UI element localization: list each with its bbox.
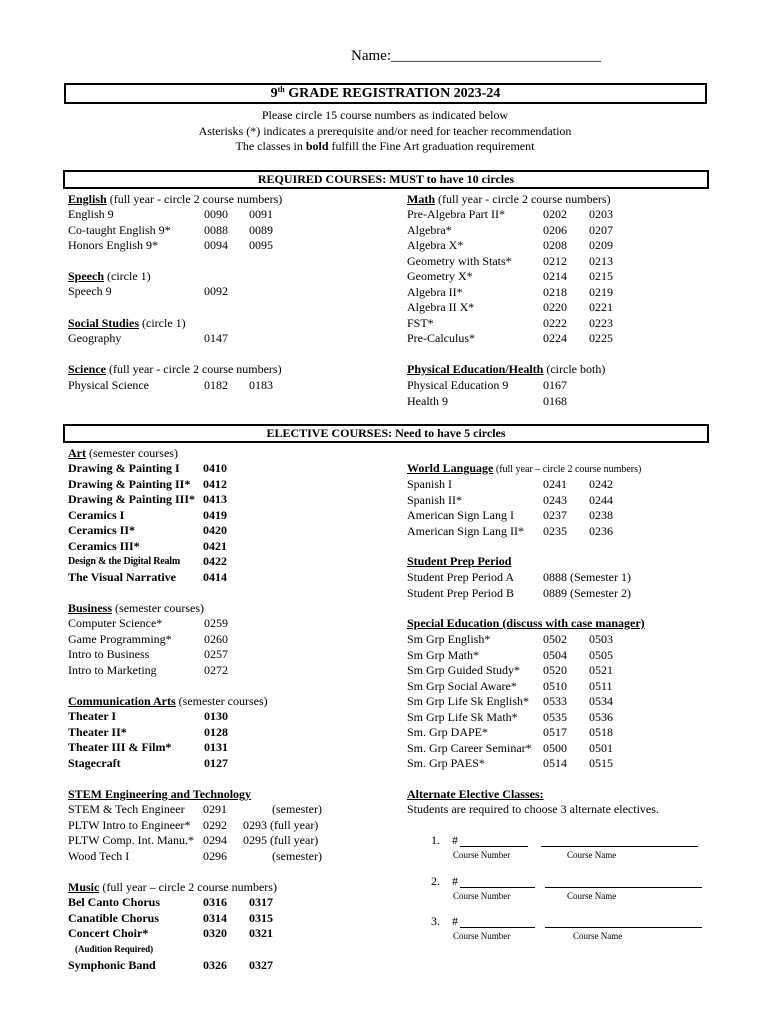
music-course-name: Symphonic Band (68, 958, 156, 972)
world-language-course-number-2[interactable]: 0238 (589, 508, 613, 522)
instruction-line-1: Please circle 15 course numbers as indicated below (261, 108, 509, 122)
art-course-name: The Visual Narrative (68, 569, 176, 584)
math-heading-title: Math (407, 192, 435, 206)
world-language-course-number[interactable]: 0241 (543, 477, 567, 491)
business-course-number[interactable]: 0257 (204, 647, 228, 661)
stem-course-term[interactable]: 0293 (full year) (243, 817, 319, 832)
social-studies-course-number[interactable]: 0147 (204, 331, 228, 345)
special-education-course-number[interactable]: 0504 (543, 647, 567, 662)
business-heading (68, 601, 204, 616)
math-course-number-2[interactable]: 0213 (589, 253, 613, 268)
world-language-course-number[interactable]: 0237 (543, 508, 567, 522)
music-course-number-2[interactable]: 0321 (249, 926, 273, 940)
math-course-number[interactable]: 0224 (543, 331, 567, 345)
world-language-course-name: American Sign Lang II* (407, 523, 524, 538)
alternate-item-number: 1. (431, 833, 440, 847)
alternate-item-number: 2. (431, 874, 440, 888)
stem-course-name: PLTW Intro to Engineer* (68, 817, 191, 832)
speech-course-number[interactable]: 0092 (204, 284, 228, 298)
alternates-heading-title: Alternate Elective Classes: (407, 787, 544, 801)
special-education-course-name: Sm Grp Math* (407, 647, 479, 662)
art-heading-note: (semester courses) (86, 446, 178, 460)
special-education-course-name: Sm Grp English* (407, 632, 491, 646)
business-heading-note: (semester courses) (112, 601, 204, 615)
math-course-number-2[interactable]: 0207 (589, 222, 613, 237)
alternates-heading (407, 787, 544, 802)
english-heading (68, 192, 282, 207)
music-course-number[interactable]: 0314 (203, 910, 227, 925)
science-course-name: Physical Science (68, 378, 149, 392)
student-prep-course-name: Student Prep Period A (407, 570, 514, 584)
english-course-number[interactable]: 0088 (204, 222, 228, 237)
course-number-label: Course Number (453, 931, 511, 941)
english-course-name: Honors English 9* (68, 238, 158, 252)
special-education-course-number[interactable]: 0517 (543, 725, 567, 739)
student-prep-course-name: Student Prep Period B (407, 585, 514, 600)
stem-course-number[interactable]: 0291 (203, 802, 227, 816)
alternate-course-number-blank[interactable] (460, 927, 535, 928)
science-heading-note: (full year - circle 2 course numbers) (106, 362, 282, 376)
special-education-course-number-2[interactable]: 0521 (589, 663, 613, 677)
english-heading-note: (full year - circle 2 course numbers) (106, 192, 283, 206)
math-course-name: Algebra* (407, 222, 452, 237)
business-heading-title: Business (68, 601, 113, 615)
art-course-name: Drawing & Painting I (68, 461, 180, 475)
art-course-name: Design & the Digital Realm (68, 556, 181, 567)
communication-arts-course-name: Theater II* (68, 724, 127, 739)
communication-arts-heading-title: Communication Arts (68, 694, 176, 708)
business-course-name: Game Programming* (68, 631, 172, 646)
music-heading-note: (full year – circle 2 course numbers) (99, 880, 277, 894)
course-name-label: Course Name (567, 891, 617, 901)
special-education-course-number-2[interactable]: 0536 (589, 709, 613, 724)
math-course-number-2[interactable]: 0215 (589, 269, 613, 283)
english-course-number-2[interactable]: 0089 (249, 222, 273, 237)
music-course-name: Concert Choir* (68, 926, 149, 940)
communication-arts-course-name: Theater I (68, 709, 117, 723)
world-language-course-number-2[interactable]: 0236 (589, 523, 613, 538)
science-course-number-2[interactable]: 0183 (249, 378, 273, 392)
math-course-number-2[interactable]: 0209 (589, 238, 613, 252)
stem-course-term[interactable]: 0295 (full year) (243, 833, 319, 847)
math-course-number-2[interactable]: 0225 (589, 331, 613, 345)
special-education-course-number-2[interactable]: 0511 (589, 678, 613, 693)
alternate-course-name-blank[interactable] (545, 927, 702, 928)
art-course-number[interactable]: 0410 (203, 461, 227, 475)
art-course-name: Ceramics II* (68, 523, 135, 537)
english-course-number-2[interactable]: 0091 (249, 207, 273, 221)
special-education-course-number[interactable]: 0533 (543, 694, 567, 708)
alternate-course-name-blank[interactable] (541, 846, 698, 847)
communication-arts-course-number[interactable]: 0127 (204, 755, 228, 770)
speech-heading (68, 269, 151, 284)
alternate-course-name-blank[interactable] (545, 887, 702, 888)
course-name-label: Course Name (567, 850, 617, 860)
art-course-name: Ceramics III* (68, 538, 140, 553)
art-course-number[interactable]: 0413 (203, 492, 227, 506)
special-education-course-number[interactable]: 0510 (543, 678, 567, 693)
music-course-number-2[interactable]: 0327 (249, 958, 273, 972)
math-course-number[interactable]: 0214 (543, 269, 567, 283)
instruction-line-2: Asterisks (*) indicates a prerequisite and/or need for teacher recommendation (198, 124, 572, 138)
math-course-number[interactable]: 0218 (543, 284, 567, 299)
art-heading-title: Art (68, 446, 86, 460)
business-course-name: Intro to Business (68, 647, 150, 661)
math-course-name: Geometry with Stats* (407, 253, 512, 268)
special-education-course-number[interactable]: 0500 (543, 740, 567, 755)
art-course-number[interactable]: 0412 (203, 476, 227, 491)
english-course-number[interactable]: 0094 (204, 238, 228, 252)
special-education-course-number-2[interactable]: 0505 (589, 647, 613, 662)
english-course-name: English 9 (68, 207, 114, 221)
elective-courses-bar: ELECTIVE COURSES: Need to have 5 circles (63, 424, 709, 443)
communication-arts-course-number[interactable]: 0130 (204, 709, 228, 723)
alternates-note: Students are required to choose 3 alternate electives. (407, 802, 659, 816)
english-course-number-2[interactable]: 0095 (249, 238, 273, 252)
music-course-number[interactable]: 0316 (203, 895, 227, 909)
communication-arts-course-name: Theater III & Film* (68, 740, 172, 754)
special-education-course-name: Sm Grp Life Sk English* (407, 694, 529, 708)
music-heading (68, 880, 277, 895)
art-course-name: Drawing & Painting II* (68, 476, 191, 491)
communication-arts-heading (68, 694, 268, 709)
special-education-heading (407, 616, 645, 631)
music-heading-title: Music (68, 880, 100, 894)
music-course-name: Canatible Chorus (68, 910, 160, 925)
art-course-number[interactable]: 0421 (203, 538, 227, 553)
special-education-course-name: Sm Grp Guided Study* (407, 663, 521, 677)
course-name-label: Course Name (573, 931, 623, 941)
special-education-course-name: Sm. Grp Career Seminar* (407, 740, 532, 755)
speech-heading-title: Speech (68, 269, 104, 283)
math-course-name: Algebra II* (407, 284, 463, 299)
math-course-number[interactable]: 0206 (543, 222, 567, 237)
special-education-course-number[interactable]: 0514 (543, 756, 567, 770)
english-course-number[interactable]: 0090 (204, 207, 228, 221)
name-field-label[interactable]: Name:____________________________ (351, 48, 601, 64)
social-studies-heading (68, 316, 186, 331)
math-course-name: Pre-Algebra Part II* (407, 207, 505, 221)
stem-course-number[interactable]: 0292 (203, 817, 227, 832)
music-course-number[interactable]: 0326 (203, 958, 227, 972)
english-course-name: Co-taught English 9* (68, 222, 171, 237)
physical-education-course-name: Physical Education 9 (407, 378, 509, 392)
math-course-number[interactable]: 0222 (543, 315, 567, 330)
course-number-label: Course Number (453, 850, 511, 860)
speech-heading-note: (circle 1) (104, 269, 151, 283)
communication-arts-course-number[interactable]: 0128 (204, 724, 228, 739)
stem-heading-title: STEM Engineering and Technology (68, 787, 252, 801)
student-prep-heading-title: Student Prep Period (407, 554, 512, 568)
social-studies-course-name: Geography (68, 331, 122, 345)
math-course-number[interactable]: 0212 (543, 253, 567, 268)
math-course-name: Algebra II X* (407, 300, 475, 314)
world-heading (407, 461, 641, 477)
course-number-label: Course Number (453, 891, 511, 901)
student-prep-heading (407, 554, 511, 569)
math-course-number-2[interactable]: 0219 (589, 284, 613, 299)
stem-course-name: PLTW Comp. Int. Manu.* (68, 833, 195, 847)
stem-course-term[interactable]: (semester) (272, 848, 322, 863)
music-course-number-2[interactable]: 0317 (249, 895, 273, 909)
math-course-name: Algebra X* (407, 238, 464, 252)
science-heading (68, 362, 282, 377)
business-course-number[interactable]: 0260 (204, 631, 228, 646)
stem-course-term[interactable]: (semester) (272, 802, 322, 816)
physical-education-heading (407, 362, 605, 377)
stem-course-number[interactable]: 0294 (203, 833, 227, 847)
art-course-number[interactable]: 0420 (203, 523, 227, 537)
special-education-course-number-2[interactable]: 0534 (589, 694, 613, 708)
math-course-name: Geometry X* (407, 269, 473, 283)
world-heading-title: World Language (407, 461, 494, 475)
art-course-number[interactable]: 0419 (203, 507, 227, 522)
alternate-item-number: 3. (431, 914, 440, 928)
alternate-hash: # (452, 874, 458, 888)
special-education-course-name: Sm Grp Social Aware* (407, 678, 517, 693)
english-heading-title: English (68, 192, 107, 206)
math-course-number[interactable]: 0208 (543, 238, 567, 252)
special-education-course-number-2[interactable]: 0518 (589, 725, 613, 739)
music-course-number[interactable]: 0320 (203, 926, 227, 940)
physical-education-heading-title: Physical Education/Health (407, 362, 544, 376)
stem-course-number[interactable]: 0296 (203, 848, 227, 863)
art-heading (68, 446, 178, 461)
world-language-course-number[interactable]: 0235 (543, 523, 567, 538)
communication-arts-heading-note: (semester courses) (175, 694, 268, 708)
music-course-number-2[interactable]: 0315 (249, 910, 273, 925)
communication-arts-course-name: Stagecraft (68, 755, 121, 770)
business-course-name: Computer Science* (68, 616, 163, 630)
special-education-course-name: Sm. Grp PAES* (407, 756, 485, 770)
world-language-course-name: Spanish II* (407, 492, 462, 507)
page-title: 9th GRADE REGISTRATION 2023-24 (64, 83, 707, 104)
business-course-number[interactable]: 0272 (204, 662, 228, 677)
art-course-number[interactable]: 0422 (203, 554, 227, 568)
special-education-course-number[interactable]: 0502 (543, 632, 567, 646)
math-heading (407, 192, 611, 207)
special-education-course-name: Sm Grp Life Sk Math* (407, 709, 518, 724)
student-prep-course-number[interactable]: 0888 (Semester 1) (543, 570, 631, 584)
stem-course-name: Wood Tech I (68, 848, 130, 863)
world-language-course-number-2[interactable]: 0244 (589, 492, 613, 507)
social-studies-heading-title: Social Studies (68, 316, 140, 330)
art-course-name: Drawing & Painting III* (68, 492, 196, 506)
world-language-course-number-2[interactable]: 0242 (589, 477, 613, 491)
world-heading-note: (full year – circle 2 course numbers) (493, 464, 642, 475)
required-courses-bar: REQUIRED COURSES: MUST to have 10 circles (63, 170, 709, 189)
physical-education-heading-note: (circle both) (543, 362, 606, 376)
social-studies-heading-note: (circle 1) (139, 316, 186, 330)
math-course-number-2[interactable]: 0223 (589, 315, 613, 330)
art-course-name: Ceramics I (68, 507, 125, 522)
math-course-number[interactable]: 0220 (543, 300, 567, 314)
music-course-name: Bel Canto Chorus (68, 895, 161, 909)
science-heading-title: Science (68, 362, 106, 376)
math-course-number-2[interactable]: 0221 (589, 300, 613, 314)
physical-education-course-number[interactable]: 0167 (543, 378, 567, 392)
art-course-number[interactable]: 0414 (203, 569, 227, 584)
math-course-number-2[interactable]: 0203 (589, 207, 613, 221)
physical-education-course-number[interactable]: 0168 (543, 393, 567, 408)
speech-course-name: Speech 9 (68, 284, 112, 298)
special-education-course-number-2[interactable]: 0515 (589, 756, 613, 770)
special-education-course-number-2[interactable]: 0501 (589, 740, 613, 755)
physical-education-course-name: Health 9 (407, 393, 448, 408)
stem-course-name: STEM & Tech Engineer (68, 802, 185, 816)
math-course-name: Pre-Calculus* (407, 331, 475, 345)
alternate-course-number-blank[interactable] (460, 887, 535, 888)
special-education-course-number-2[interactable]: 0503 (589, 632, 613, 646)
math-course-number[interactable]: 0202 (543, 207, 567, 221)
special-education-heading-title: Special Education (discuss with case manager) (407, 616, 645, 630)
science-course-number[interactable]: 0182 (204, 378, 228, 392)
audition-note: (Audition Required) (75, 944, 154, 954)
world-language-course-name: Spanish I (407, 477, 452, 491)
world-language-course-number[interactable]: 0243 (543, 492, 567, 507)
communication-arts-course-number[interactable]: 0131 (204, 740, 228, 754)
special-education-course-number[interactable]: 0520 (543, 663, 567, 677)
special-education-course-number[interactable]: 0535 (543, 709, 567, 724)
math-course-name: FST* (407, 315, 434, 330)
stem-heading (68, 787, 251, 802)
alternate-hash: # (452, 833, 458, 847)
business-course-name: Intro to Marketing (68, 662, 157, 677)
world-language-course-name: American Sign Lang I (407, 508, 514, 522)
math-heading-note: (full year - circle 2 course numbers) (435, 192, 611, 206)
special-education-course-name: Sm. Grp DAPE* (407, 725, 489, 739)
student-prep-course-number[interactable]: 0889 (Semester 2) (543, 585, 631, 600)
alternate-course-number-blank[interactable] (460, 846, 528, 847)
alternate-hash: # (452, 914, 458, 928)
business-course-number[interactable]: 0259 (204, 616, 228, 630)
fine-art-note: The classes in bold fulfill the Fine Art graduation requirement (235, 139, 535, 153)
